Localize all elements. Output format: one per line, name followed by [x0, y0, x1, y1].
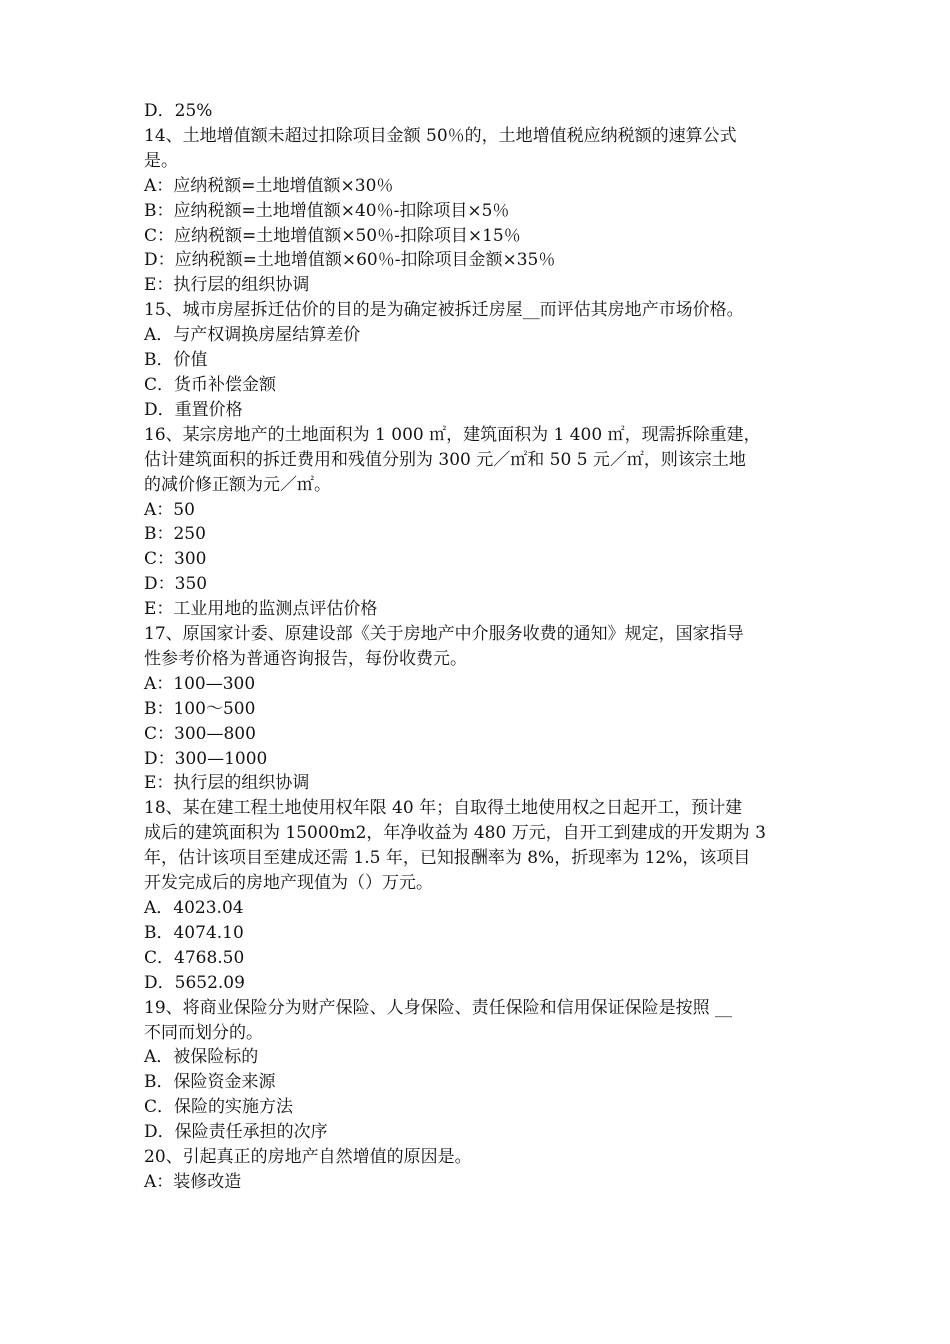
option-line: D．重置价格 — [144, 399, 243, 420]
option-line: C：300 — [144, 549, 207, 570]
option-line: C．货币补偿金额 — [144, 374, 277, 395]
option-line: A．4023.04 — [144, 898, 244, 918]
option-line: D．25% — [144, 101, 213, 121]
question-line: 年，估计该项目至建成还需 1.5 年，已知报酬率为 8%，折现率为 12%，该项目 — [144, 848, 751, 869]
question-line: 17、原国家计委、原建设部《关于房地产中介服务收费的通知》规定，国家指导 — [144, 624, 744, 645]
question-line: 开发完成后的房地产现值为（）万元。 — [144, 873, 433, 894]
option-line: A：装修改造 — [144, 1171, 242, 1192]
option-line: B．价值 — [144, 350, 208, 371]
option-line: B：250 — [144, 524, 206, 545]
option-line: E：工业用地的监测点评估价格 — [144, 599, 378, 620]
option-line: A：应纳税额=土地增值额×30％ — [144, 175, 394, 196]
option-line: A：50 — [144, 499, 195, 520]
option-line: C．保险的实施方法 — [144, 1097, 294, 1118]
question-line: 性参考价格为普通咨询报告，每份收费元。 — [144, 648, 467, 669]
option-line: C．4768.50 — [144, 947, 245, 968]
document-body — [144, 99, 814, 1195]
question-line: 18、某在建工程土地使用权年限 40 年；自取得土地使用权之日起开工，预计建 — [144, 798, 743, 819]
option-line: B：100～500 — [144, 698, 256, 719]
option-line: A：100—300 — [144, 673, 256, 694]
question-line: 19、将商业保险分为财产保险、人身保险、责任保险和信用保证保险是按照 __ — [144, 997, 733, 1018]
option-line: A．被保险标的 — [144, 1047, 259, 1068]
option-line: D：300—1000 — [144, 748, 268, 769]
option-line: D．5652.09 — [144, 972, 245, 993]
option-line: E：执行层的组织协调 — [144, 275, 310, 296]
option-line: D：应纳税额=土地增值额×60％-扣除项目金额×35％ — [144, 250, 556, 271]
option-line: D．保险责任承担的次序 — [144, 1122, 328, 1143]
question-line: 不同而划分的。 — [144, 1022, 263, 1043]
question-line: 16、某宗房地产的土地面积为 1 000 ㎡，建筑面积为 1 400 ㎡，现需拆除重建， — [144, 424, 761, 445]
question-line: 15、城市房屋拆迁估价的目的是为确定被拆迁房屋__而评估其房地产市场价格。 — [144, 300, 744, 321]
option-line: B：应纳税额=土地增值额×40％-扣除项目×5％ — [144, 200, 510, 221]
option-line: C：应纳税额=土地增值额×50％-扣除项目×15％ — [144, 225, 521, 246]
question-line: 20、引起真正的房地产自然增值的原因是。 — [144, 1147, 472, 1168]
question-line: 是。 — [144, 150, 178, 171]
option-line: A．与产权调换房屋结算差价 — [144, 325, 361, 346]
question-line: 成后的建筑面积为 15000m2，年净收益为 480 万元，自开工到建成的开发期为 3 — [144, 823, 766, 844]
question-line: 估计建筑面积的拆迁费用和残值分别为 300 元／㎡和 50 5 元／㎡，则该宗土地 — [144, 449, 746, 470]
option-line: B．4074.10 — [144, 922, 244, 943]
option-line: D：350 — [144, 574, 208, 595]
question-line: 的减价修正额为元／㎡。 — [144, 474, 331, 495]
option-line: E：执行层的组织协调 — [144, 773, 310, 794]
option-line: B．保险资金来源 — [144, 1072, 276, 1093]
question-line: 14、土地增值额未超过扣除项目金额 50％的，土地增值税应纳税额的速算公式 — [144, 125, 737, 146]
option-line: C：300—800 — [144, 723, 256, 744]
